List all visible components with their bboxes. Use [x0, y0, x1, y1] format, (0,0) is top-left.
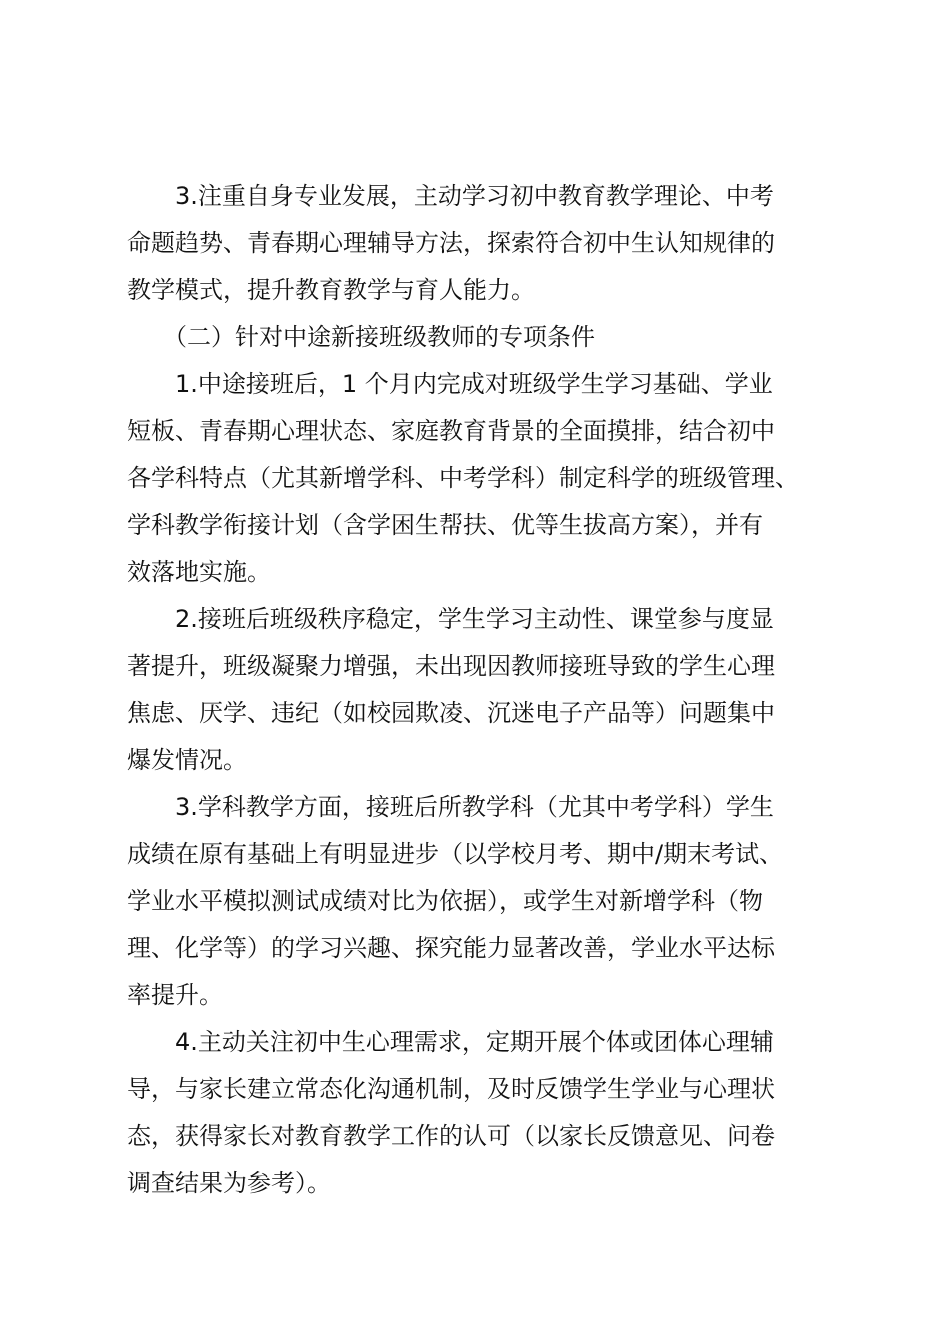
text-line: 理、化学等）的学习兴趣、探究能力显著改善，学业水平达标: [127, 934, 775, 962]
text-line: 焦虑、厌学、违纪（如校园欺凌、沉迷电子产品等）问题集中: [127, 699, 775, 727]
text-line: 效落地实施。: [127, 558, 271, 586]
text-line: 爆发情况。: [127, 746, 247, 774]
paragraph-4: [127, 784, 827, 1019]
text-line: 3.注重自身专业发展，主动学习初中教育教学理论、中考: [127, 182, 774, 210]
text-line: 教学模式，提升教育教学与育人能力。: [127, 276, 535, 304]
document-body: [127, 173, 827, 1207]
text-line: 导，与家长建立常态化沟通机制，及时反馈学生学业与心理状: [127, 1075, 775, 1103]
text-line: 态，获得家长对教育教学工作的认可（以家长反馈意见、问卷: [127, 1122, 775, 1150]
text-line: 调查结果为参考）。: [127, 1169, 331, 1197]
text-line: 率提升。: [127, 981, 223, 1009]
text-line: 命题趋势、青春期心理辅导方法，探索符合初中生认知规律的: [127, 229, 775, 257]
text-line: 4.主动关注初中生心理需求，定期开展个体或团体心理辅: [127, 1028, 774, 1056]
text-line: 各学科特点（尤其新增学科、中考学科）制定科学的班级管理、: [127, 464, 799, 492]
text-line: 短板、青春期心理状态、家庭教育背景的全面摸排，结合初中: [127, 417, 775, 445]
paragraph-3: [127, 596, 827, 784]
heading-line: （二）针对中途新接班级教师的专项条件: [127, 323, 595, 351]
text-line: 成绩在原有基础上有明显进步（以学校月考、期中/期末考试、: [127, 840, 784, 868]
paragraph-5: [127, 1019, 827, 1207]
text-line: 1.中途接班后，1 个月内完成对班级学生学习基础、学业: [127, 370, 773, 398]
text-line: 著提升，班级凝聚力增强，未出现因教师接班导致的学生心理: [127, 652, 775, 680]
paragraph-1: [127, 173, 827, 314]
text-line: 3.学科教学方面，接班后所教学科（尤其中考学科）学生: [127, 793, 774, 821]
text-line: 学业水平模拟测试成绩对比为依据），或学生对新增学科（物: [127, 887, 763, 915]
text-line: 2.接班后班级秩序稳定，学生学习主动性、课堂参与度显: [127, 605, 774, 633]
section-heading: [127, 314, 827, 361]
paragraph-2: [127, 361, 827, 596]
text-line: 学科教学衔接计划（含学困生帮扶、优等生拔高方案），并有: [127, 511, 763, 539]
